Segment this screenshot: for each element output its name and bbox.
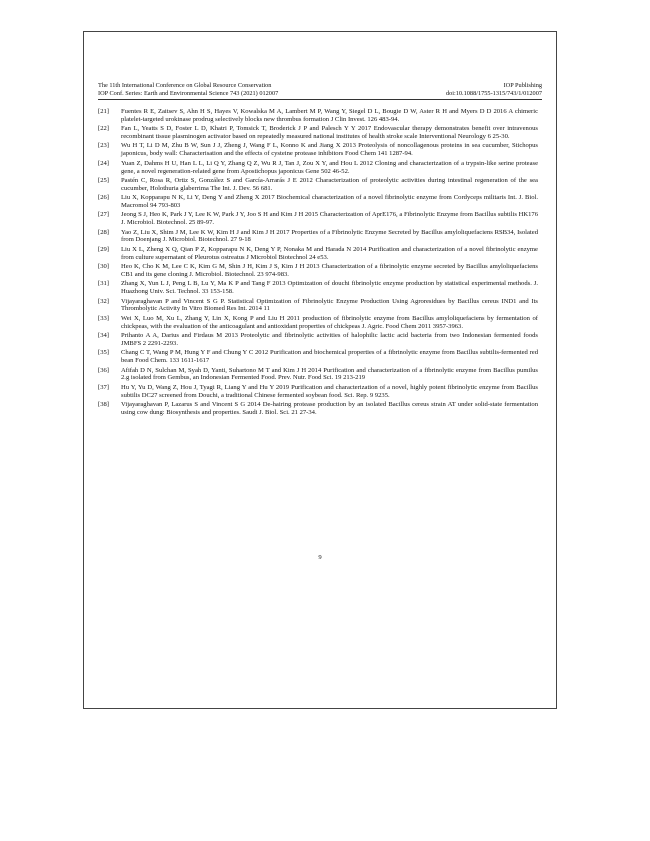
reference-item [98,280,538,296]
reference-item [98,349,538,365]
reference-number: [28] [98,228,109,236]
reference-item [98,367,538,383]
reference-number: [36] [98,366,109,374]
reference-text: Zhang X, Yun L J, Peng L B, Lu Y, Ma K P and Tang F 2013 Optimization of douchi fibrinolytic enzyme production by statistical experimental methods. J. Huazhong Univ. Sci. Technol. 33 153-158. [121,280,538,296]
reference-item [98,229,538,245]
reference-number: [37] [98,383,109,391]
reference-item [98,332,538,348]
reference-number: [27] [98,211,109,219]
reference-text: Afifah D N, Sulchan M, Syah D, Yanti, Suhartono M T and Kim J H 2014 Purification and characterization of a fibrinolytic enzyme from Bacillus pumilus 2.g isolated from Gembus, an Indonesian Fermented Food. Prev. Nutr. Food Sci. 19 213-219 [121,366,538,382]
reference-text: Vijayaraghavan P, Lazarus S and Vincent S G 2014 De-hairing protease production by an isolated Bacillus cereus strain AT under solid-state fermentation using cow dung: Biosynthesis and properties. Saudi J. Biol. Sci. 21 27-34. [121,400,538,416]
reference-item [98,108,538,124]
reference-text: Jeong S J, Heo K, Park J Y, Lee K W, Park J Y, Joo S H and Kim J H 2015 Characterization of AprE176, a Fibrinolytic Enzyme from Bacillus subtilis HK176 J. Microbiol. Biotechnol. 25 89-97. [121,211,538,227]
reference-item [98,315,538,331]
series-info: IOP Conf. Series: Earth and Environmental Science 743 (2021) 012007 [98,90,279,97]
reference-number: [24] [98,159,109,167]
reference-text: Yao Z, Liu X, Shim J M, Lee K W, Kim H J and Kim J H 2017 Properties of a Fibrinolytic Enzyme Secreted by Bacillus amyloliquefaciens RSB34, Isolated from Doenjang J. Microbiol. Biotechnol. 27 9-18 [121,228,538,244]
reference-item [98,160,538,176]
reference-number: [38] [98,400,109,408]
reference-number: [23] [98,142,109,150]
reference-text: Chang C T, Wang P M, Hung Y F and Chung Y C 2012 Purification and biochemical properties of a fibrinolytic enzyme from Bacillus subtilis-fermented red bean Food Chem. 133 1611-1617 [121,349,538,365]
reference-item [98,263,538,279]
running-header-bottom [98,90,542,98]
running-header-top [98,82,542,90]
reference-number: [33] [98,314,109,322]
reference-number: [25] [98,176,109,184]
reference-number: [32] [98,297,109,305]
reference-number: [26] [98,194,109,202]
reference-text: Fuentes R E, Zaitsev S, Ahn H S, Hayes V, Kowalska M A, Lambert M P, Wang Y, Siegel D L, Bougie D W, Aster R H and Myers D D 2016 A chimeric platelet-targeted urokinase prodrug selectively blocks new thrombus formation J Clin Invest. 126 483-94. [121,108,538,123]
reference-item [98,246,538,262]
reference-item [98,142,538,158]
reference-number: [35] [98,349,109,357]
page-number: 9 [318,554,322,561]
reference-text: Heo K, Cho K M, Lee C K, Kim G M, Shin J H, Kim J S, Kim J H 2013 Characterization of a fibrinolytic enzyme secreted by Bacillus amyloliquefaciens CB1 and its gene cloning J. Microbiol. Biotechnol. 23 974-983. [121,263,538,278]
reference-text: Wu H T, Li D M, Zhu B W, Sun J J, Zheng J, Wang F L, Konno K and Jiang X 2013 Proteolysis of noncollagenous proteins in sea cucumber, Stichopus japonicus, body wall: Characterisation and the effects of cysteine protease inhibitors Food Chem 141 1287-94. [121,142,538,158]
reference-item [98,298,538,314]
reference-text: Pastén C, Rosa R, Ortiz S, González S and García-Arrarás J E 2012 Characterization of proteolytic activities during intestinal regeneration of the sea cucumber, Holothuria glaberrima The Int. J. Dev. 56 681. [121,176,538,192]
reference-number: [22] [98,125,109,133]
reference-text: Hu Y, Yu D, Wang Z, Hou J, Tyagi R, Liang Y and Hu Y 2019 Purification and characterization of a novel, highly potent fibrinolytic enzyme from Bacillus subtilis DC27 screened from Douchi, a traditional Chinese fermented soybean food. Sci. Rep. 9 9235. [121,383,538,399]
reference-number: [30] [98,263,109,271]
reference-item [98,401,538,417]
reference-number: [29] [98,245,109,253]
reference-text: Liu X L, Zheng X Q, Qian P Z, Kopparapu N K, Deng Y P, Nonaka M and Harada N 2014 Purification and characterization of a novel fibrinolytic enzyme from culture supernatant of Pleurotus ostreatus J Microbiol Biotechnol 24 e53. [121,245,538,261]
reference-text: Wei X, Luo M, Xu L, Zhang Y, Lin X, Kong P and Liu H 2011 production of fibrinolytic enzyme from Bacillus amyloliquefaciens by fermentation of chickpeas, with the evaluation of the anticoagulant and antioxidant properties of chickpeas J. Agric. Food Chem 2011 3957-3963. [121,314,538,330]
reference-text: Liu X, Kopparapu N K, Li Y, Deng Y and Zheng X 2017 Biochemical characterization of a novel fibrinolytic enzyme from Cordyceps militaris Int. J. Biol. Macromol 94 793-803 [121,194,538,210]
reference-item [98,177,538,193]
publisher-name: IOP Publishing [503,82,542,89]
reference-text: Fan L, Yeatts S D, Foster L D, Khatri P, Tomsick T, Broderick J P and Palesch Y Y 2017 Endovascular therapy demonstrates benefit over intravenous recombinant tissue plasminogen activator based on repeatedly measured national institutes of health stroke scale Interventional Neurology 6 25-30. [121,125,538,141]
reference-text: Vijayaraghavan P and Vincent S G P. Statistical Optimization of Fibrinolytic Enzyme Production Using Agroresidues by Bacillus cereus IND1 and Its Thrombolytic Activity In Vitro Biomed Res Int. 2014 11 [121,297,538,313]
document-page [83,31,557,709]
reference-number: [21] [98,108,109,115]
reference-number: [31] [98,280,109,288]
reference-text: Yuan Z, Dahms H U, Han L L, Li Q Y, Zhang Q Z, Wu R J, Tan J, Zou X Y, and Hou L 2012 Cloning and characterization of a trypsin-like serine protease gene, a novel regeneration-related gene from Apostichopus japonicus Gene 502 46-52. [121,159,538,175]
header-rule [98,99,542,100]
reference-item [98,194,538,210]
doi-text: doi:10.1088/1755-1315/743/1/012007 [445,90,542,97]
reference-item [98,384,538,400]
reference-number: [34] [98,332,109,340]
reference-text: Prihanto A A, Darius and Firdaus M 2013 Proteolytic and fibrinolytic activities of halophilic lactic acid bacteria from two Indonesian fermented foods JMBFS 2 2291-2293. [121,332,538,347]
conference-name: The 11th International Conference on Global Resource Conservation [98,82,272,89]
reference-item [98,125,538,141]
reference-item [98,211,538,227]
reference-list [98,108,538,418]
